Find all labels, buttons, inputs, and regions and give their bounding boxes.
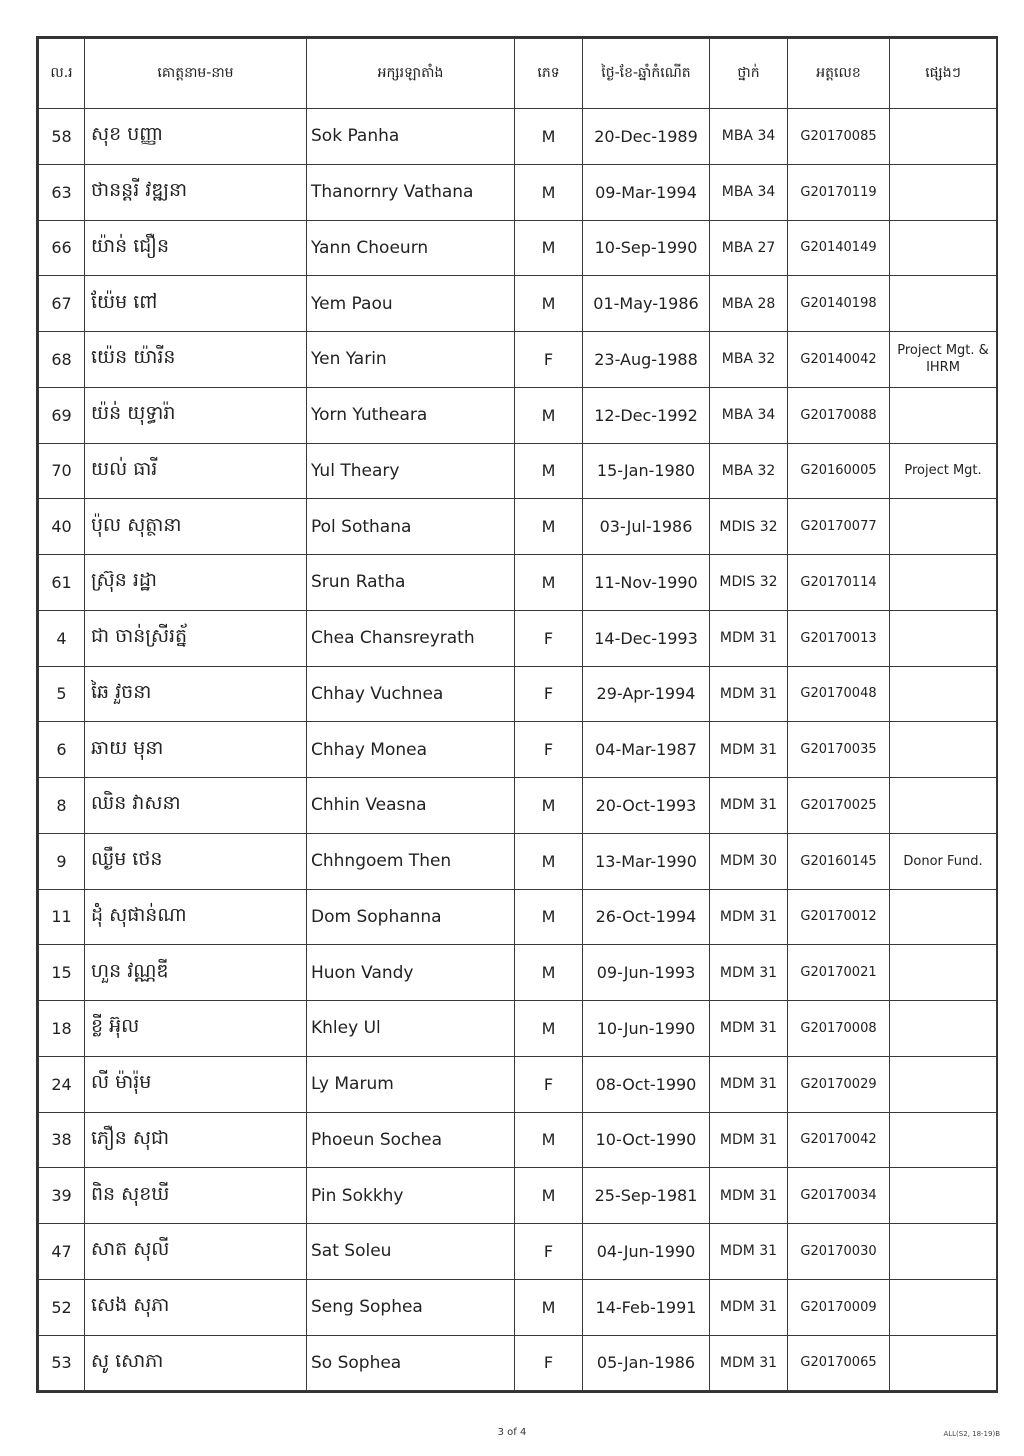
cell-student-id: G20170013 [788,610,890,666]
cell-student-id: G20170065 [788,1335,890,1391]
cell-dob: 14-Feb-1991 [583,1279,710,1335]
student-list-table [38,38,997,1391]
cell-no: 9 [39,833,85,889]
cell-khmer-name: ស្រ៊ុន រដ្ឋា [85,555,307,611]
table-row [39,610,997,666]
cell-latin-name: Seng Sophea [307,1279,515,1335]
cell-khmer-name: ឈ្ងឹម ថេន [85,833,307,889]
cell-khmer-name: សាត សុលី [85,1224,307,1280]
cell-student-id: G20170077 [788,499,890,555]
header-class: ថ្នាក់ [710,39,788,109]
cell-no: 47 [39,1224,85,1280]
table-row [39,1112,997,1168]
cell-khmer-name: ឈិន វាសនា [85,778,307,834]
cell-dob: 04-Mar-1987 [583,722,710,778]
header-khmer-name: គោត្តនាម-នាម [85,39,307,109]
cell-notes [890,610,997,666]
cell-no: 39 [39,1168,85,1224]
cell-no: 63 [39,164,85,220]
header-dob: ថ្ងៃ-ខែ-ឆ្នាំកំណើត [583,39,710,109]
cell-sex: F [515,1335,583,1391]
cell-latin-name: Srun Ratha [307,555,515,611]
cell-class: MDM 31 [710,945,788,1001]
cell-dob: 04-Jun-1990 [583,1224,710,1280]
cell-latin-name: Yorn Yutheara [307,387,515,443]
cell-khmer-name: យ៉ែម ពៅ [85,276,307,332]
cell-dob: 20-Oct-1993 [583,778,710,834]
cell-class: MBA 27 [710,220,788,276]
cell-latin-name: Yul Theary [307,443,515,499]
cell-notes [890,889,997,945]
cell-no: 53 [39,1335,85,1391]
table-row [39,778,997,834]
cell-dob: 10-Jun-1990 [583,1001,710,1057]
student-list-table-container [36,36,998,1393]
cell-no: 11 [39,889,85,945]
cell-dob: 25-Sep-1981 [583,1168,710,1224]
cell-notes [890,387,997,443]
cell-dob: 14-Dec-1993 [583,610,710,666]
cell-notes [890,722,997,778]
cell-dob: 26-Oct-1994 [583,889,710,945]
cell-student-id: G20140198 [788,276,890,332]
cell-khmer-name: ខ្លី អ៊ុល [85,1001,307,1057]
cell-class: MDIS 32 [710,499,788,555]
cell-khmer-name: សេង សុភា [85,1279,307,1335]
cell-class: MDM 31 [710,1279,788,1335]
cell-dob: 29-Apr-1994 [583,666,710,722]
cell-no: 15 [39,945,85,1001]
cell-class: MBA 34 [710,164,788,220]
cell-latin-name: Ly Marum [307,1056,515,1112]
table-row [39,443,997,499]
cell-sex: M [515,1279,583,1335]
cell-latin-name: Chea Chansreyrath [307,610,515,666]
cell-sex: M [515,443,583,499]
cell-dob: 23-Aug-1988 [583,332,710,388]
cell-class: MDM 31 [710,1001,788,1057]
cell-notes [890,666,997,722]
cell-student-id: G20140042 [788,332,890,388]
cell-latin-name: Sat Soleu [307,1224,515,1280]
cell-notes [890,1335,997,1391]
table-body [39,109,997,1391]
cell-latin-name: Yem Paou [307,276,515,332]
cell-sex: M [515,109,583,165]
page-number: 3 of 4 [497,1427,527,1438]
cell-notes [890,555,997,611]
table-row [39,109,997,165]
cell-latin-name: Pol Sothana [307,499,515,555]
table-header-row [39,39,997,109]
cell-notes [890,1168,997,1224]
table-row [39,1168,997,1224]
cell-no: 38 [39,1112,85,1168]
cell-latin-name: Phoeun Sochea [307,1112,515,1168]
cell-class: MDIS 32 [710,555,788,611]
cell-dob: 05-Jan-1986 [583,1335,710,1391]
cell-student-id: G20170034 [788,1168,890,1224]
cell-khmer-name: ថានន្តរី វឌ្ឍនា [85,164,307,220]
cell-sex: F [515,610,583,666]
cell-dob: 11-Nov-1990 [583,555,710,611]
cell-notes [890,164,997,220]
cell-latin-name: Dom Sophanna [307,889,515,945]
cell-khmer-name: ដុំ សុផាន់ណា [85,889,307,945]
cell-student-id: G20170025 [788,778,890,834]
cell-no: 58 [39,109,85,165]
cell-notes: Donor Fund. [890,833,997,889]
cell-notes [890,220,997,276]
document-code: ALL(S2, 18-19)B [943,1430,1000,1438]
cell-dob: 03-Jul-1986 [583,499,710,555]
cell-no: 5 [39,666,85,722]
cell-khmer-name: ភឿន សុជា [85,1112,307,1168]
cell-notes [890,276,997,332]
table-row [39,499,997,555]
cell-student-id: G20170029 [788,1056,890,1112]
cell-notes [890,109,997,165]
table-row [39,945,997,1001]
table-row [39,722,997,778]
cell-khmer-name: លី ម៉ារ៉ុម [85,1056,307,1112]
table-row [39,164,997,220]
cell-class: MBA 28 [710,276,788,332]
cell-khmer-name: យ៉េន យ៉ារីន [85,332,307,388]
cell-student-id: G20170012 [788,889,890,945]
cell-class: MDM 31 [710,1335,788,1391]
cell-student-id: G20170114 [788,555,890,611]
cell-student-id: G20140149 [788,220,890,276]
cell-class: MBA 32 [710,443,788,499]
cell-dob: 01-May-1986 [583,276,710,332]
cell-student-id: G20170008 [788,1001,890,1057]
cell-dob: 13-Mar-1990 [583,833,710,889]
cell-student-id: G20170009 [788,1279,890,1335]
cell-latin-name: Huon Vandy [307,945,515,1001]
table-row [39,889,997,945]
cell-khmer-name: សូ សោភា [85,1335,307,1391]
cell-class: MDM 30 [710,833,788,889]
cell-notes [890,778,997,834]
cell-no: 8 [39,778,85,834]
cell-sex: F [515,1224,583,1280]
cell-dob: 09-Mar-1994 [583,164,710,220]
table-row [39,833,997,889]
cell-no: 61 [39,555,85,611]
cell-sex: M [515,499,583,555]
cell-dob: 09-Jun-1993 [583,945,710,1001]
cell-sex: M [515,164,583,220]
cell-notes [890,945,997,1001]
header-notes: ផ្សេងៗ [890,39,997,109]
table-row [39,1335,997,1391]
cell-latin-name: Chhngoem Then [307,833,515,889]
cell-sex: M [515,833,583,889]
cell-sex: F [515,332,583,388]
cell-khmer-name: ប៉ុល សុត្ថានា [85,499,307,555]
cell-khmer-name: យ៉ន់ យុទ្ធារ៉ា [85,387,307,443]
table-row [39,1001,997,1057]
cell-class: MDM 31 [710,1224,788,1280]
cell-class: MDM 31 [710,1112,788,1168]
cell-dob: 10-Oct-1990 [583,1112,710,1168]
cell-latin-name: So Sophea [307,1335,515,1391]
cell-sex: M [515,1168,583,1224]
cell-khmer-name: ហួន វណ្ណឌី [85,945,307,1001]
cell-student-id: G20160005 [788,443,890,499]
cell-no: 66 [39,220,85,276]
cell-latin-name: Sok Panha [307,109,515,165]
cell-dob: 20-Dec-1989 [583,109,710,165]
table-row [39,666,997,722]
cell-sex: M [515,889,583,945]
cell-no: 18 [39,1001,85,1057]
cell-sex: M [515,945,583,1001]
cell-student-id: G20170035 [788,722,890,778]
cell-dob: 08-Oct-1990 [583,1056,710,1112]
cell-sex: F [515,1056,583,1112]
cell-sex: M [515,555,583,611]
cell-student-id: G20170042 [788,1112,890,1168]
cell-khmer-name: ជា ចាន់ស្រីរត្ន័ [85,610,307,666]
cell-khmer-name: ឆៃ វួចនា [85,666,307,722]
cell-no: 68 [39,332,85,388]
cell-class: MBA 34 [710,109,788,165]
cell-khmer-name: សុខ បញ្ញា [85,109,307,165]
cell-class: MDM 31 [710,722,788,778]
cell-no: 70 [39,443,85,499]
table-row [39,332,997,388]
cell-sex: M [515,1001,583,1057]
cell-latin-name: Thanornry Vathana [307,164,515,220]
cell-sex: M [515,778,583,834]
cell-no: 52 [39,1279,85,1335]
cell-sex: M [515,276,583,332]
cell-no: 69 [39,387,85,443]
cell-khmer-name: យល់ ធារី [85,443,307,499]
cell-latin-name: Chhay Vuchnea [307,666,515,722]
cell-no: 67 [39,276,85,332]
cell-student-id: G20170085 [788,109,890,165]
cell-class: MBA 32 [710,332,788,388]
cell-latin-name: Khley Ul [307,1001,515,1057]
cell-class: MDM 31 [710,1056,788,1112]
cell-dob: 12-Dec-1992 [583,387,710,443]
cell-latin-name: Yen Yarin [307,332,515,388]
cell-class: MDM 31 [710,1168,788,1224]
cell-student-id: G20160145 [788,833,890,889]
cell-no: 40 [39,499,85,555]
cell-latin-name: Chhay Monea [307,722,515,778]
cell-latin-name: Yann Choeurn [307,220,515,276]
table-row [39,1056,997,1112]
cell-notes [890,1279,997,1335]
table-row [39,387,997,443]
cell-class: MDM 31 [710,778,788,834]
cell-student-id: G20170088 [788,387,890,443]
cell-no: 6 [39,722,85,778]
cell-notes [890,499,997,555]
cell-sex: F [515,722,583,778]
cell-student-id: G20170030 [788,1224,890,1280]
cell-notes [890,1112,997,1168]
cell-class: MDM 31 [710,666,788,722]
cell-student-id: G20170021 [788,945,890,1001]
header-latin-name: អក្សរឡាតាំង [307,39,515,109]
cell-dob: 15-Jan-1980 [583,443,710,499]
cell-sex: M [515,220,583,276]
header-no: ល.រ [39,39,85,109]
cell-class: MDM 31 [710,889,788,945]
cell-khmer-name: ឆាយ មុនា [85,722,307,778]
cell-sex: F [515,666,583,722]
cell-sex: M [515,387,583,443]
cell-class: MDM 31 [710,610,788,666]
cell-class: MBA 34 [710,387,788,443]
header-id: អត្តលេខ [788,39,890,109]
cell-student-id: G20170048 [788,666,890,722]
cell-khmer-name: យ៉ាន់ ជឿន [85,220,307,276]
table-row [39,220,997,276]
cell-dob: 10-Sep-1990 [583,220,710,276]
cell-notes [890,1056,997,1112]
cell-latin-name: Pin Sokkhy [307,1168,515,1224]
cell-notes: Project Mgt. & IHRM [890,332,997,388]
cell-latin-name: Chhin Veasna [307,778,515,834]
table-row [39,276,997,332]
cell-no: 24 [39,1056,85,1112]
cell-no: 4 [39,610,85,666]
cell-student-id: G20170119 [788,164,890,220]
cell-notes [890,1001,997,1057]
cell-notes: Project Mgt. [890,443,997,499]
cell-khmer-name: ពិន សុខឃី [85,1168,307,1224]
table-row [39,1224,997,1280]
header-sex: ភេទ [515,39,583,109]
table-row [39,1279,997,1335]
table-row [39,555,997,611]
cell-notes [890,1224,997,1280]
cell-sex: M [515,1112,583,1168]
